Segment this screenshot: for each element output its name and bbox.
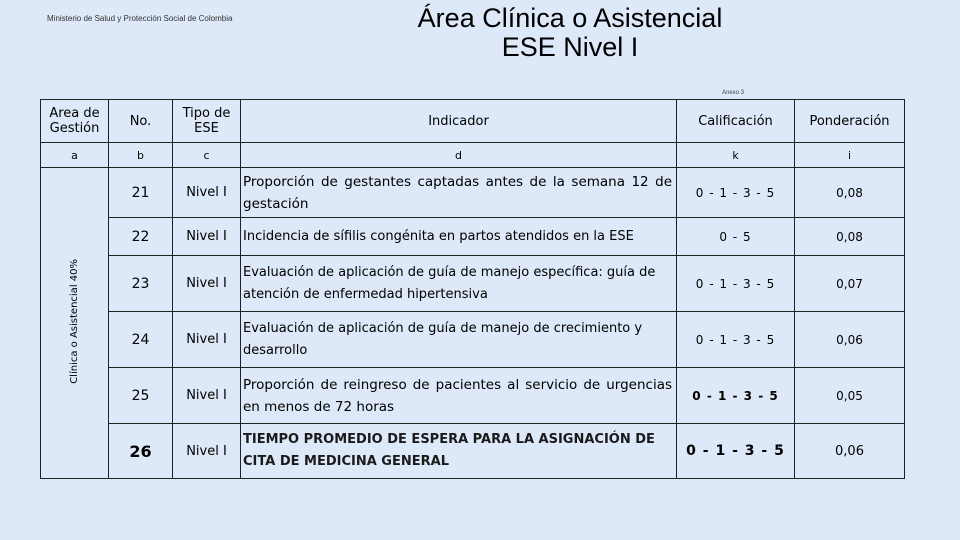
row-ponderacion: 0,08 bbox=[795, 218, 905, 256]
row-tipo: Nivel I bbox=[173, 368, 241, 424]
letter-tipo: c bbox=[173, 143, 241, 168]
header-row bbox=[41, 100, 905, 143]
table-row bbox=[41, 256, 905, 312]
letters-row bbox=[41, 143, 905, 168]
table-row bbox=[41, 218, 905, 256]
header-area: Area de Gestión bbox=[41, 100, 109, 143]
table-row bbox=[41, 368, 905, 424]
row-calificacion: 0 - 1 - 3 - 5 bbox=[677, 256, 795, 312]
letter-ponderacion: i bbox=[795, 143, 905, 168]
row-indicador: Evaluación de aplicación de guía de manejo específica: guía de atención de enfermedad hipertensiva bbox=[241, 256, 677, 312]
ministry-label: Ministerio de Salud y Protección Social de Colombia bbox=[47, 14, 233, 23]
row-calificacion: 0 - 5 bbox=[677, 218, 795, 256]
row-tipo: Nivel I bbox=[173, 218, 241, 256]
row-tipo: Nivel I bbox=[173, 168, 241, 218]
row-ponderacion: 0,06 bbox=[795, 312, 905, 368]
indicators-table bbox=[40, 99, 905, 479]
row-ponderacion: 0,05 bbox=[795, 368, 905, 424]
title-line-2: ESE Nivel I bbox=[501, 32, 639, 62]
row-tipo: Nivel I bbox=[173, 312, 241, 368]
letter-no: b bbox=[109, 143, 173, 168]
row-tipo: Nivel I bbox=[173, 256, 241, 312]
table-row bbox=[41, 312, 905, 368]
table-row bbox=[41, 424, 905, 479]
row-ponderacion: 0,08 bbox=[795, 168, 905, 218]
row-tipo: Nivel I bbox=[173, 424, 241, 479]
header-calificacion: Calificación bbox=[677, 100, 795, 143]
title-line-1: Área Clínica o Asistencial bbox=[417, 3, 723, 33]
area-cell bbox=[41, 168, 109, 479]
row-indicador: Evaluación de aplicación de guía de manejo de crecimiento y desarrollo bbox=[241, 312, 677, 368]
row-calificacion: 0 - 1 - 3 - 5 bbox=[677, 424, 795, 479]
row-indicador: Incidencia de sífilis congénita en partos atendidos en la ESE bbox=[241, 218, 677, 256]
row-calificacion: 0 - 1 - 3 - 5 bbox=[677, 368, 795, 424]
letter-area: a bbox=[41, 143, 109, 168]
annex-label: Anexo 3 bbox=[722, 90, 745, 96]
row-no: 21 bbox=[109, 168, 173, 218]
row-no: 23 bbox=[109, 256, 173, 312]
letter-calificacion: k bbox=[677, 143, 795, 168]
row-indicador: TIEMPO PROMEDIO DE ESPERA PARA LA ASIGNACIÓN DE CITA DE MEDICINA GENERAL bbox=[241, 424, 677, 479]
page-title bbox=[360, 4, 780, 62]
row-no: 25 bbox=[109, 368, 173, 424]
row-no: 24 bbox=[109, 312, 173, 368]
header-ponderacion: Ponderación bbox=[795, 100, 905, 143]
table-row bbox=[41, 168, 905, 218]
row-ponderacion: 0,06 bbox=[795, 424, 905, 479]
row-no: 22 bbox=[109, 218, 173, 256]
row-ponderacion: 0,07 bbox=[795, 256, 905, 312]
header-no: No. bbox=[109, 100, 173, 143]
row-indicador: Proporción de gestantes captadas antes de la semana 12 de gestación bbox=[241, 168, 677, 218]
row-no: 26 bbox=[109, 424, 173, 479]
header-tipo: Tipo de ESE bbox=[173, 100, 241, 143]
letter-indicador: d bbox=[241, 143, 677, 168]
header-indicador: Indicador bbox=[241, 100, 677, 143]
row-indicador: Proporción de reingreso de pacientes al servicio de urgencias en menos de 72 horas bbox=[241, 368, 677, 424]
row-calificacion: 0 - 1 - 3 - 5 bbox=[677, 168, 795, 218]
area-label: Clínica o Asistencial 40% bbox=[69, 258, 80, 384]
row-calificacion: 0 - 1 - 3 - 5 bbox=[677, 312, 795, 368]
